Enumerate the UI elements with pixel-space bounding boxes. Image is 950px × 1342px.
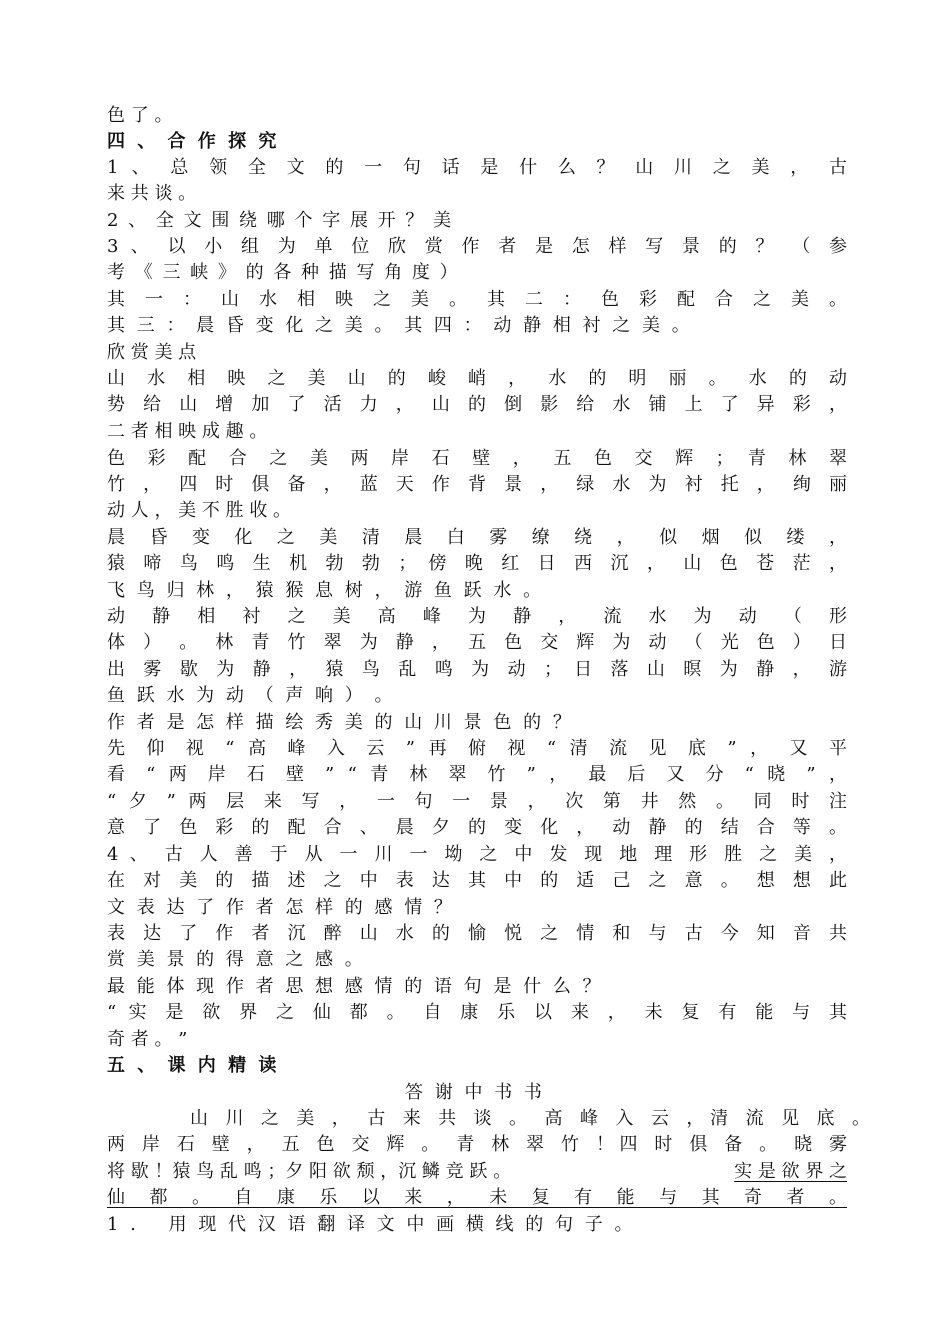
text-line: “ 夕 ” 两 层 来 写 ， 一 句 一 景 ， 次 第 井 然 。 同 时 注 [107, 791, 847, 812]
text-line: 鱼 跃 水 为 动 （ 声 响 ） 。 [107, 685, 396, 706]
text-line: 其 三 ： 晨 昏 变 化 之 美 。 其 四 ： 动 静 相 衬 之 美 。 [107, 315, 693, 336]
translation-task: 1 . 用 现 代 汉 语 翻 译 文 中 画 横 线 的 句 子 。 [107, 1214, 636, 1235]
text-line: 意 了 色 彩 的 配 合 、 晨 夕 的 变 化 ， 动 静 的 结 合 等 。 [107, 817, 847, 838]
question-1: 1 、 总 领 全 文 的 一 句 话 是 什 么 ？ 山 川 之 美 ， 古 [107, 157, 847, 178]
text-line: 先 仰 视 “ 高 峰 入 云 ” 再 俯 视 “ 清 流 见 底 ” ， 又 平 [107, 738, 847, 759]
text-line: 最 能 体 现 作 者 思 想 感 情 的 语 句 是 什 么 ？ [107, 976, 604, 997]
text-line: 在 对 美 的 描 述 之 中 表 达 其 中 的 适 己 之 意 。 想 想 此 [107, 870, 847, 891]
text-line: 势 给 山 增 加 了 活 力 ， 山 的 倒 影 给 水 铺 上 了 异 彩 ， [107, 394, 847, 415]
text-line: 晨 昏 变 化 之 美 清 晨 白 雾 缭 绕 ， 似 烟 似 缕 ， [107, 527, 847, 548]
passage-line [107, 1159, 847, 1185]
text-line: 竹 ， 四 时 俱 备 ， 蓝 天 作 背 景 ， 绿 水 为 衬 托 ， 绚 丽 [107, 474, 847, 495]
text-line: 体 ） 。 林 青 竹 翠 为 静 ， 五 色 交 辉 为 动 （ 光 色 ） 日 [107, 632, 847, 653]
text-line: 奇 者 。 ” [107, 1029, 188, 1050]
section-heading-5: 五 、 课 内 精 读 [107, 1055, 280, 1076]
text-line: 飞 鸟 归 林 ， 猿 猴 息 树 ， 游 鱼 跃 水 。 [107, 580, 545, 601]
question-3: 3 、 以 小 组 为 单 位 欣 赏 作 者 是 怎 样 写 景 的 ？ （ 参 [107, 236, 847, 257]
text-line: “ 实 是 欲 界 之 仙 都 。 自 康 乐 以 来 ， 未 复 有 能 与 其 [107, 1002, 847, 1023]
text-line: 赏 美 景 的 得 意 之 感 。 [107, 949, 366, 970]
text-line: 二 者 相 映 成 趣 。 [107, 421, 268, 442]
text-line: 考 《 三 峡 》 的 各 种 描 写 角 度 ） [107, 262, 460, 283]
text-line: 表 达 了 作 者 沉 醉 山 水 的 愉 悦 之 情 和 与 古 今 知 音 共 [107, 923, 847, 944]
question-4: 4 、 古 人 善 于 从 一 川 一 坳 之 中 发 现 地 理 形 胜 之 美 ， [107, 844, 847, 865]
text-line: 猿 啼 鸟 鸣 生 机 勃 勃 ； 傍 晚 红 日 西 沉 ， 山 色 苍 茫 ， [107, 553, 847, 574]
passage-line: 两 岸 石 壁 ， 五 色 交 辉 。 青 林 翠 竹 ！四 时 俱 备 。 晓 雾 [107, 1134, 847, 1155]
passage-line: 山 川 之 美 ， 古 来 共 谈 。 高 峰 入 云 ，清 流 见 底 。 [190, 1108, 870, 1129]
text-line: 动 静 相 衬 之 美 高 峰 为 静 ， 流 水 为 动 （ 形 [107, 606, 847, 627]
passage-text: 将 歇 ！猿 鸟 乱 鸣 ；夕 阳 欲 颓 ，沉 鳞 竞 跃 。 [107, 1161, 512, 1182]
passage-title: 答 谢 中 书 书 [405, 1082, 545, 1103]
text-line: 来 共 谈 。 [107, 183, 197, 204]
text-line: 动 人 ， 美 不 胜 收 。 [107, 500, 292, 521]
text-line: 文 表 达 了 作 者 怎 样 的 感 情 ？ [107, 897, 455, 918]
question-2: 2 、 全 文 围 绕 哪 个 字 展 开 ？ 美 [107, 210, 454, 231]
text-line: 出 雾 歇 为 静 ， 猿 鸟 乱 鸣 为 动 ； 日 落 山 暝 为 静 ， 游 [107, 659, 847, 680]
underlined-sentence: 仙 都 。 自 康 乐 以 来 ， 未 复 有 能 与 其 奇 者 。 [107, 1187, 847, 1208]
text-line: 作 者 是 怎 样 描 绘 秀 美 的 山 川 景 色 的 ？ [107, 712, 574, 733]
text-line: 看 “ 两 岸 石 壁 ” “ 青 林 翠 竹 ” ， 最 后 又 分 “ 晓 ” ， [107, 764, 847, 785]
text-line: 色 了 。 [107, 105, 173, 126]
text-line: 其 一 ： 山 水 相 映 之 美 。 其 二 ： 色 彩 配 合 之 美 。 [107, 289, 847, 310]
text-line: 山 水 相 映 之 美 山 的 峻 峭 ， 水 的 明 丽 。 水 的 动 [107, 368, 847, 389]
text-line: 色 彩 配 合 之 美 两 岸 石 壁 ， 五 色 交 辉 ； 青 林 翠 [107, 448, 847, 469]
underlined-sentence: 实 是 欲 界 之 [734, 1161, 847, 1182]
section-heading-4: 四 、 合 作 探 究 [107, 131, 280, 152]
text-line: 欣 赏 美 点 [107, 342, 197, 363]
